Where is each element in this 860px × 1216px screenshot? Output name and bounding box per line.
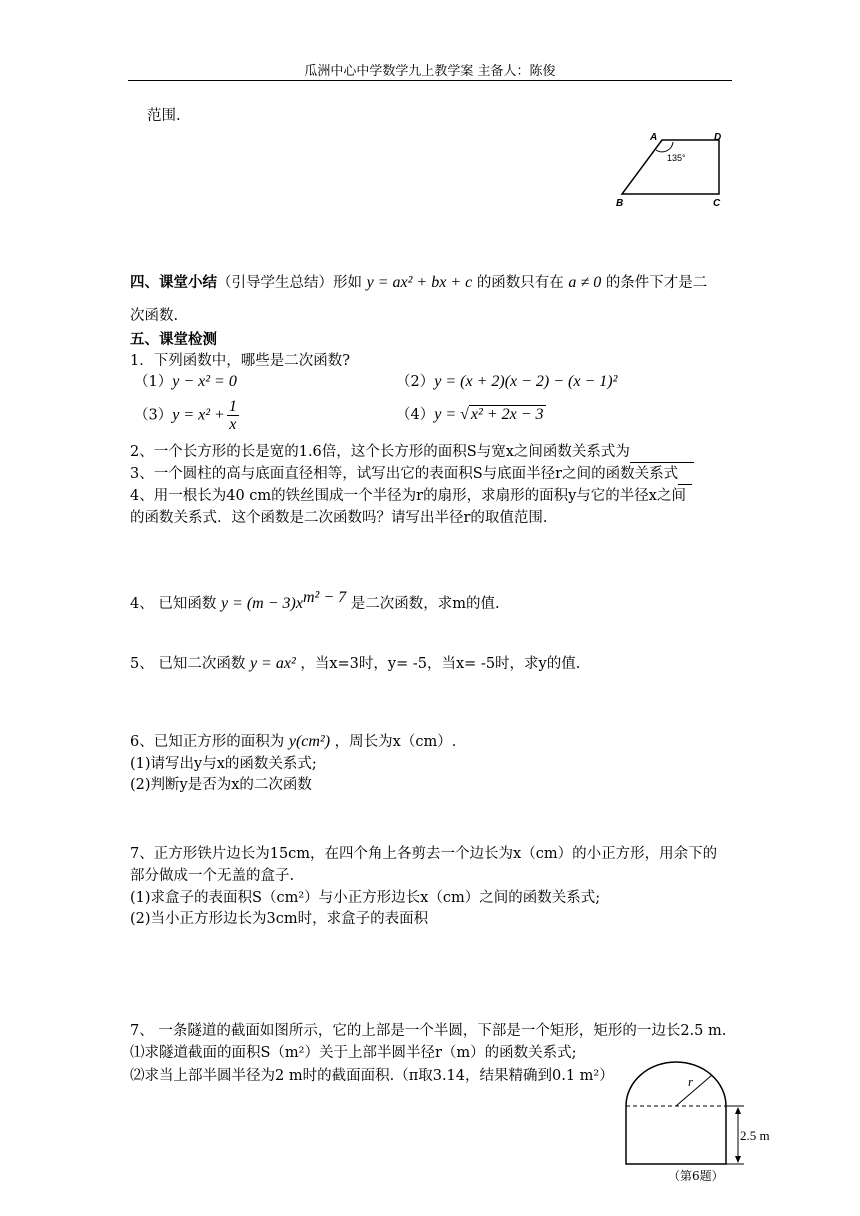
question-6 bbox=[130, 732, 456, 752]
question-7-line-1: 7、正方形铁片边长为15cm，在四个角上各剪去一个边长为x（cm）的小正方形，用余下的 bbox=[130, 846, 718, 862]
height-label: 2.5 m bbox=[740, 1128, 770, 1143]
question-3-text: 3、一个圆柱的高与底面直径相等，试写出它的表面积S与底面半径r之间的函数关系式 bbox=[130, 466, 679, 482]
label-a: A bbox=[650, 132, 658, 143]
option-1-formula: y − x² = 0 bbox=[172, 373, 237, 390]
question-7-line-2: 部分做成一个无盖的盒子. bbox=[130, 868, 295, 884]
summary-text-1: （引导学生总结）形如 bbox=[217, 275, 362, 291]
question-6-text-2: ，周长为x（cm）. bbox=[334, 734, 457, 750]
question-2-text: 2、一个长方形的长是宽的1.6倍，这个长方形的面积S与宽x之间函数关系式为 bbox=[130, 444, 630, 460]
question-6-formula: y(cm²) bbox=[288, 733, 331, 750]
summary-text-2: 的函数只有在 bbox=[476, 275, 564, 291]
option-4-label: （4） bbox=[396, 407, 435, 423]
figure-caption: （第6题） bbox=[668, 1169, 724, 1183]
question-5-formula: y = ax² bbox=[249, 655, 296, 672]
question-1: 1．下列函数中，哪些是二次函数? bbox=[130, 353, 350, 369]
header-rule bbox=[128, 80, 732, 81]
option-3 bbox=[134, 398, 241, 433]
question-6-part-2: (2)判断y是否为x的二次函数 bbox=[130, 777, 312, 793]
radius-label: r bbox=[688, 1074, 694, 1089]
trapezoid-figure bbox=[612, 128, 732, 208]
question-8-part-2: ⑵求当上部半圆半径为2 m时的截面面积.（π取3.14，结果精确到0.1 m²） bbox=[130, 1068, 614, 1084]
top-text: 范围. bbox=[147, 108, 181, 124]
option-4 bbox=[396, 405, 546, 425]
dim-arrow-up bbox=[735, 1107, 741, 1114]
page-header: 瓜洲中心中学数学九上教学案 主备人：陈俊 bbox=[304, 64, 556, 79]
option-1-label: （1） bbox=[134, 374, 173, 390]
summary-line-1 bbox=[130, 273, 707, 293]
summary-formula: y = ax² + bx + c bbox=[366, 274, 473, 291]
check-heading: 五、课堂检测 bbox=[130, 331, 217, 348]
label-b: B bbox=[616, 198, 624, 208]
option-2 bbox=[396, 372, 617, 392]
option-2-formula: y = (x + 2)(x − 2) − (x − 1)² bbox=[434, 373, 618, 390]
option-4-formula: y = √ bbox=[434, 406, 469, 423]
question-4b-text-2: 是二次函数，求m的值. bbox=[350, 595, 500, 612]
question-4b-text-1: 4、 已知函数 bbox=[130, 595, 217, 612]
dim-arrow-down bbox=[735, 1156, 741, 1163]
question-4b-formula: y = (m − 3)x bbox=[220, 594, 303, 612]
radius-line bbox=[676, 1075, 712, 1106]
question-2 bbox=[130, 442, 694, 463]
summary-heading: 四、课堂小结 bbox=[130, 274, 217, 291]
option-3-label: （3） bbox=[134, 407, 173, 424]
tunnel-figure bbox=[620, 1056, 800, 1186]
question-4b-exponent: m² − 7 bbox=[302, 589, 347, 606]
option-2-label: （2） bbox=[396, 374, 435, 390]
question-5-text-1: 5、 已知二次函数 bbox=[130, 656, 246, 672]
summary-line-2: 次函数. bbox=[130, 308, 179, 324]
option-1 bbox=[134, 372, 237, 392]
answer-blank-2[interactable] bbox=[630, 442, 694, 463]
summary-condition: a ≠ 0 bbox=[568, 274, 602, 291]
angle-label: 135° bbox=[667, 153, 686, 163]
label-c: C bbox=[713, 198, 721, 208]
fraction-numerator: 1 bbox=[228, 398, 237, 415]
summary-text-3: 的条件下才是二 bbox=[605, 275, 708, 291]
question-5 bbox=[130, 654, 580, 674]
question-8-line-1: 7、 一条隧道的截面如图所示，它的上部是一个半圆，下部是一个矩形，矩形的一边长2.5 m. bbox=[130, 1023, 727, 1039]
fraction-denominator: x bbox=[229, 416, 237, 433]
option-3-formula: y = x² + bbox=[172, 406, 225, 424]
answer-blank-3[interactable] bbox=[678, 464, 692, 485]
question-6-text-1: 6、已知正方形的面积为 bbox=[130, 734, 285, 750]
question-4-line-2: 的函数关系式．这个函数是二次函数吗？请写出半径r的取值范围. bbox=[130, 510, 548, 526]
option-3-fraction bbox=[227, 398, 239, 433]
question-5-text-2: ，当x=3时，y= -5，当x= -5时，求y的值. bbox=[300, 656, 581, 672]
question-7-part-2: (2)当小正方形边长为3cm时，求盒子的表面积 bbox=[130, 911, 429, 927]
question-7-part-1: (1)求盒子的表面积S（cm²）与小正方形边长x（cm）之间的函数关系式; bbox=[130, 890, 601, 906]
question-4b bbox=[130, 588, 500, 614]
question-6-part-1: (1)请写出y与x的函数关系式; bbox=[130, 756, 317, 772]
question-4-line-1: 4、用一根长为40 cm的铁丝围成一个半径为r的扇形，求扇形的面积y与它的半径x之间 bbox=[130, 488, 686, 504]
question-8-part-1: ⑴求隧道截面的面积S（m²）关于上部半圆半径r（m）的函数关系式; bbox=[130, 1045, 577, 1061]
option-4-radicand: x² + 2x − 3 bbox=[470, 406, 544, 423]
tunnel-outline bbox=[626, 1062, 726, 1164]
label-d: D bbox=[714, 132, 722, 143]
question-3 bbox=[130, 464, 692, 485]
